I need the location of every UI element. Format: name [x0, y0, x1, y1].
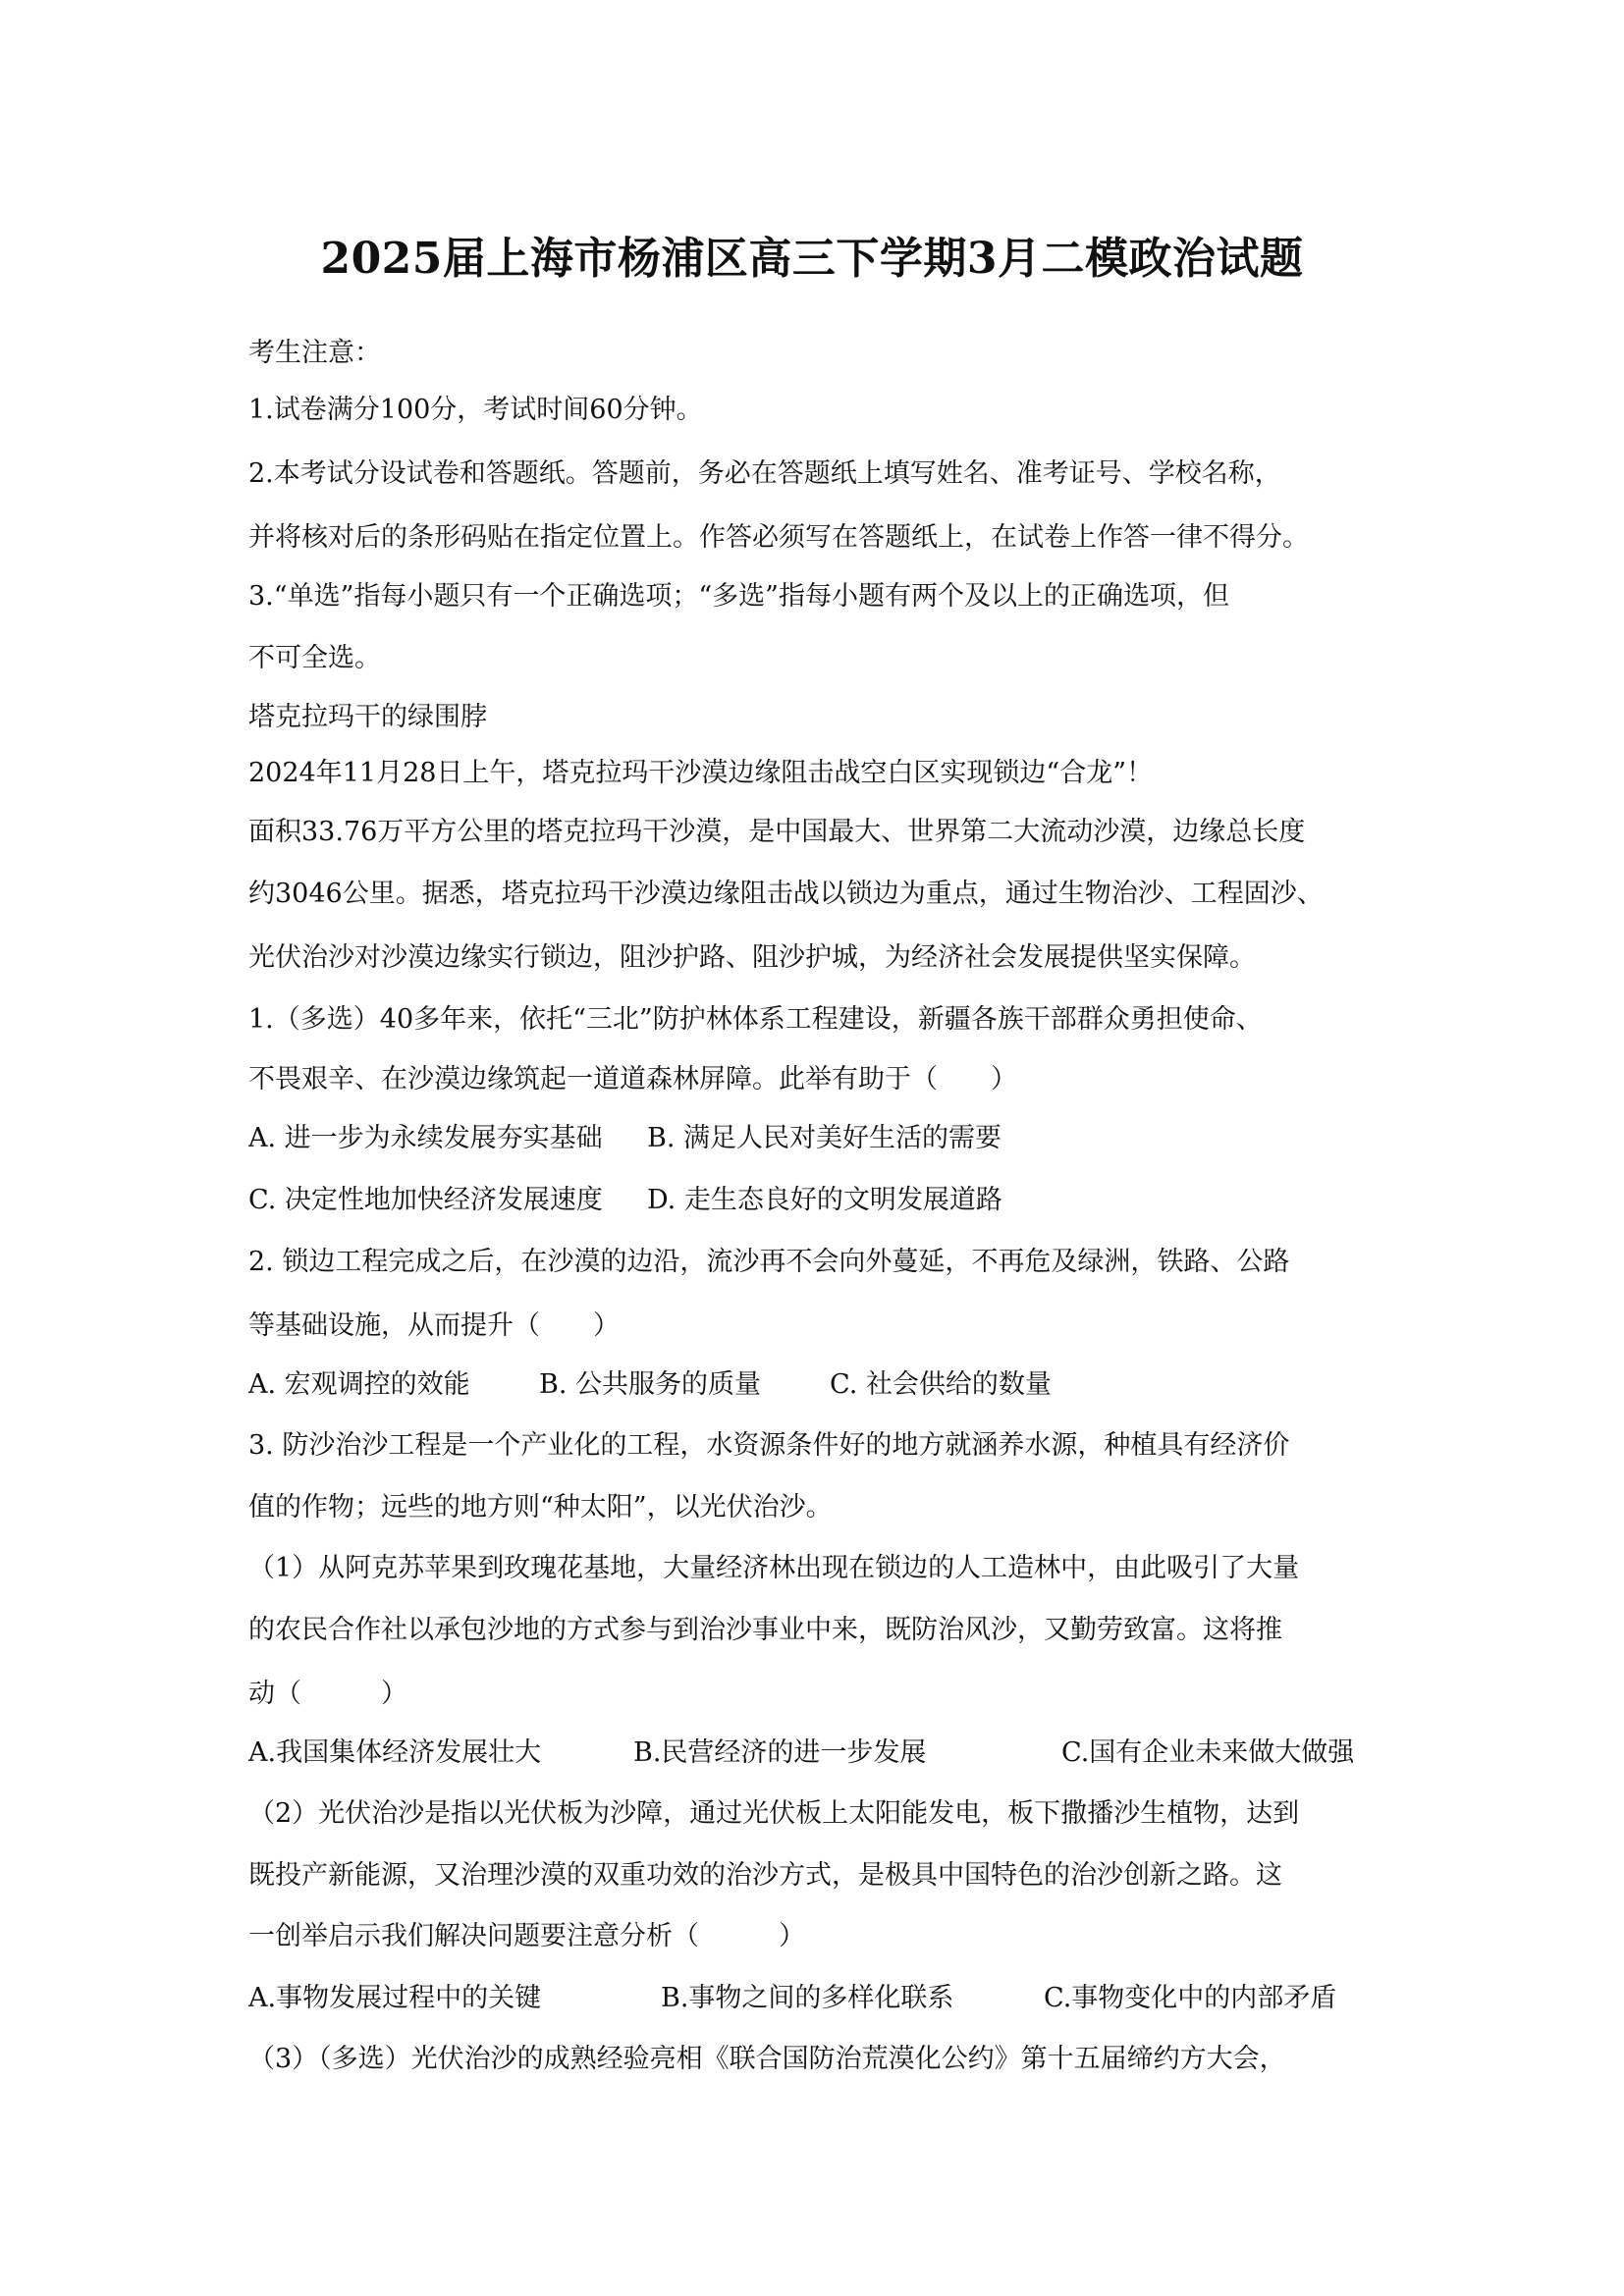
material-line-4: 光伏治沙对沙漠边缘实行锁边，阻沙护路、阻沙护城，为经济社会发展提供坚实保障。: [248, 942, 1256, 973]
q1-stem-1: 1.（多选）40多年来，依托“三北”防护林体系工程建设，新疆各族干部群众勇担使命、: [248, 1004, 1263, 1035]
q3-stem-2: 值的作物；远些的地方则“种太阳”，以光伏治沙。: [248, 1492, 833, 1522]
q3-sub1-stem-3: 动（ ）: [248, 1679, 407, 1709]
notice-heading: 考生注意：: [248, 338, 381, 368]
q3-sub2-option-b: B.事物之间的多样化联系: [661, 1983, 954, 2013]
q3-stem-1: 3. 防沙治沙工程是一个产业化的工程，水资源条件好的地方就涵养水源，种植具有经济价: [248, 1430, 1290, 1461]
q2-option-a: A. 宏观调控的效能: [248, 1369, 470, 1400]
q2-stem-1: 2. 锁边工程完成之后，在沙漠的边沿，流沙再不会向外蔓延，不再危及绿洲，铁路、公路: [248, 1247, 1290, 1277]
q3-sub2-options-row: [248, 1981, 1407, 2016]
notice-item-3-cont: 不可全选。: [248, 643, 381, 673]
q3-sub2-stem-1: （2）光伏治沙是指以光伏板为沙障，通过光伏板上太阳能发电，板下撒播沙生植物，达到: [248, 1798, 1300, 1829]
q3-sub1-option-b: B.民营经济的进一步发展: [633, 1737, 927, 1768]
material-line-1: 2024年11月28日上午，塔克拉玛干沙漠边缘阻击战空白区实现锁边“合龙”！: [248, 758, 1154, 788]
material-heading: 塔克拉玛干的绿围脖: [248, 702, 487, 732]
q1-options-row-1: [248, 1121, 1407, 1156]
q1-option-a: A. 进一步为永续发展夯实基础: [248, 1123, 603, 1153]
material-line-2: 面积33.76万平方公里的塔克拉玛干沙漠，是中国最大、世界第二大流动沙漠，边缘总长度: [248, 817, 1306, 847]
q3-sub2-option-a: A.事物发展过程中的关键: [248, 1983, 542, 2013]
q3-sub1-options-row: [248, 1735, 1407, 1771]
q3-sub2-stem-2: 既投产新能源，又治理沙漠的双重功效的治沙方式，是极具中国特色的治沙创新之路。这: [248, 1860, 1282, 1891]
q3-sub1-option-c: C.国有企业未来做大做强: [1061, 1737, 1355, 1768]
material-line-3: 约3046公里。据悉，塔克拉玛干沙漠边缘阻击战以锁边为重点，通过生物治沙、工程固沙、: [248, 879, 1324, 909]
q1-option-c: C. 决定性地加快经济发展速度: [248, 1185, 603, 1215]
q3-sub2-option-c: C.事物变化中的内部矛盾: [1044, 1983, 1337, 2013]
notice-item-2-cont: 并将核对后的条形码贴在指定位置上。作答必须写在答题纸上，在试卷上作答一律不得分。: [248, 522, 1309, 553]
page-title: 2025届上海市杨浦区高三下学期3月二模政治试题: [320, 234, 1304, 284]
q2-stem-2: 等基础设施，从而提升（ ）: [248, 1310, 620, 1341]
q3-sub1-stem-1: （1）从阿克苏苹果到玫瑰花基地，大量经济林出现在锁边的人工造林中，由此吸引了大量: [248, 1553, 1300, 1583]
q1-options-row-2: [248, 1183, 1407, 1218]
notice-item-3: 3.“单选”指每小题只有一个正确选项；“多选”指每小题有两个及以上的正确选项，但: [248, 581, 1229, 612]
notice-item-1: 1.试卷满分100分，考试时间60分钟。: [248, 395, 703, 425]
q2-option-b: B. 公共服务的质量: [539, 1369, 762, 1400]
q3-sub3-stem-1: （3）（多选）光伏治沙的成熟经验亮相《联合国防治荒漠化公约》第十五届缔约方大会，: [248, 2044, 1286, 2074]
notice-item-2: 2.本考试分设试卷和答题纸。答题前，务必在答题纸上填写姓名、准考证号、学校名称，: [248, 458, 1281, 489]
q1-option-d: D. 走生态良好的文明发展道路: [647, 1185, 1002, 1215]
q1-option-b: B. 满足人民对美好生活的需要: [647, 1123, 1002, 1153]
q2-options-row: [248, 1367, 1407, 1403]
q3-sub2-stem-3: 一创举启示我们解决问题要注意分析（ ）: [248, 1921, 805, 1951]
q2-option-c: C. 社会供给的数量: [830, 1369, 1052, 1400]
q1-stem-2: 不畏艰辛、在沙漠边缘筑起一道道森林屏障。此举有助于（ ）: [248, 1064, 1017, 1095]
q3-sub1-option-a: A.我国集体经济发展壮大: [248, 1737, 542, 1768]
q3-sub1-stem-2: 的农民合作社以承包沙地的方式参与到治沙事业中来，既防治风沙，又勤劳致富。这将推: [248, 1615, 1282, 1645]
